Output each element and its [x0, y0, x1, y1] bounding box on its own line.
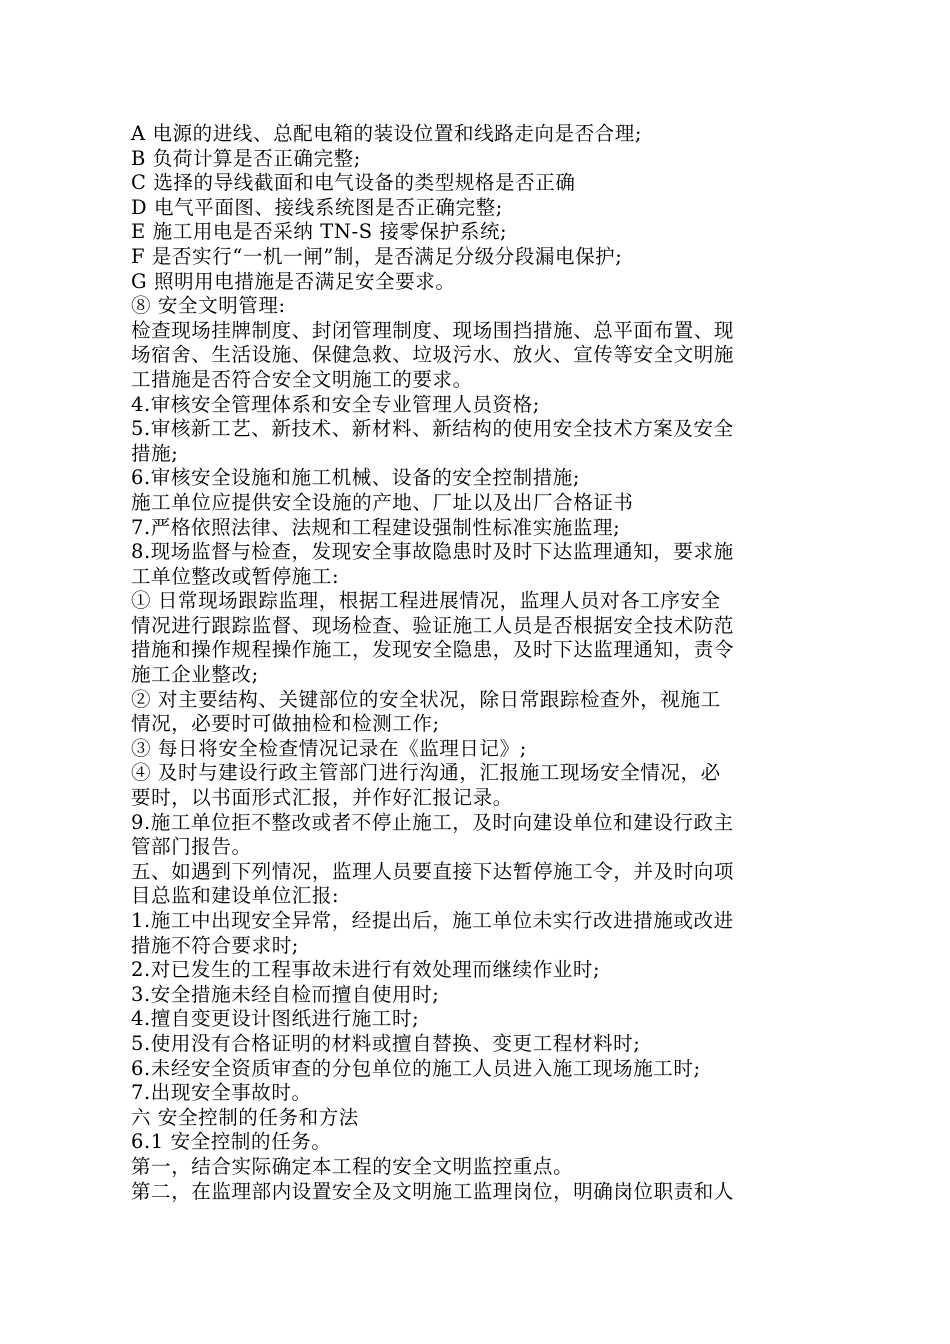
text-line: C 选择的导线截面和电气设备的类型规格是否正确 — [131, 171, 576, 195]
text-line: 措施不符合要求时; — [131, 933, 299, 957]
text-line: 5.使用没有合格证明的材料或擅自替换、变更工程材料时; — [131, 1031, 641, 1055]
text-line: 6.未经安全资质审查的分包单位的施工人员进入施工现场施工时; — [131, 1056, 701, 1080]
text-line: 4.擅自变更设计图纸进行施工时; — [131, 1007, 420, 1031]
text-line: 管部门报告。 — [131, 835, 252, 859]
section-heading: 五、如遇到下列情况，监理人员要直接下达暂停施工令，并及时向项 — [131, 859, 735, 883]
section-heading: 六 安全控制的任务和方法 — [131, 1105, 359, 1129]
text-line: ③ 每日将安全检查情况记录在《监理日记》; — [131, 736, 527, 760]
text-line: 6.审核安全设施和施工机械、设备的安全控制措施; — [131, 466, 581, 490]
text-line: 要时，以书面形式汇报，并作好汇报记录。 — [131, 786, 513, 810]
subsection-heading: 6.1 安全控制的任务。 — [131, 1130, 332, 1154]
text-line: ④ 及时与建设行政主管部门进行沟通，汇报施工现场安全情况，必 — [131, 761, 721, 785]
text-line: 9.施工单位拒不整改或者不停止施工，及时向建设单位和建设行政主 — [131, 810, 734, 834]
text-line: 场宿舍、生活设施、保健急救、垃圾污水、放火、宣传等安全文明施 — [131, 343, 735, 367]
text-line: 措施; — [131, 441, 179, 465]
text-line: 7.出现安全事故时。 — [131, 1081, 312, 1105]
text-line: B 负荷计算是否正确完整; — [131, 146, 361, 170]
text-line: 施工企业整改; — [131, 663, 259, 687]
text-line: 情况进行跟踪监督、现场检查、验证施工人员是否根据安全技术防范 — [131, 613, 735, 637]
text-line: F 是否实行“一机一闸”制，是否满足分级分段漏电保护; — [131, 244, 623, 268]
text-line: 检查现场挂牌制度、封闭管理制度、现场围挡措施、总平面布置、现 — [131, 318, 735, 342]
text-line: 1.施工中出现安全异常，经提出后，施工单位未实行改进措施或改进 — [131, 909, 734, 932]
text-line: 情况，必要时可做抽检和检测工作; — [131, 712, 440, 736]
section-heading: ⑧ 安全文明管理: — [131, 294, 286, 318]
text-line: 措施和操作规程操作施工，发现安全隐患，及时下达监理通知，责令 — [131, 638, 735, 662]
text-line: 施工单位应提供安全设施的产地、厂址以及出厂合格证书 — [131, 490, 634, 514]
text-line: 4.审核安全管理体系和安全专业管理人员资格; — [131, 392, 540, 416]
text-line: 目总监和建设单位汇报: — [131, 884, 340, 908]
document-body — [131, 122, 811, 1204]
text-line: A 电源的进线、总配电箱的装设位置和线路走向是否合理; — [131, 122, 643, 145]
text-line: 2.对已发生的工程事故未进行有效处理而继续作业时; — [131, 958, 601, 982]
text-line: 7.严格依照法律、法规和工程建设强制性标准实施监理; — [131, 515, 621, 539]
text-line: 第一，结合实际确定本工程的安全文明监控重点。 — [131, 1154, 574, 1178]
text-line: 5.审核新工艺、新技术、新材料、新结构的使用安全技术方案及安全 — [131, 417, 734, 441]
text-line: 3.安全措施未经自检而擅自使用时; — [131, 982, 440, 1006]
text-line: 工单位整改或暂停施工: — [131, 564, 340, 588]
text-line: G 照明用电措施是否满足安全要求。 — [131, 269, 456, 293]
text-line: 工措施是否符合安全文明施工的要求。 — [131, 367, 473, 391]
text-line: ② 对主要结构、关键部位的安全状况，除日常跟踪检查外，视施工 — [131, 687, 721, 711]
text-line: E 施工用电是否采纳 TN-S 接零保护系统; — [131, 220, 508, 244]
text-line: 8.现场监督与检查，发现安全事故隐患时及时下达监理通知，要求施 — [131, 540, 734, 564]
text-line: D 电气平面图、接线系统图是否正确完整; — [131, 195, 503, 219]
text-line: 第二，在监理部内设置安全及文明施工监理岗位，明确岗位职责和人 — [131, 1179, 735, 1203]
text-line: ① 日常现场跟踪监理，根据工程进展情况，监理人员对各工序安全 — [131, 589, 721, 613]
